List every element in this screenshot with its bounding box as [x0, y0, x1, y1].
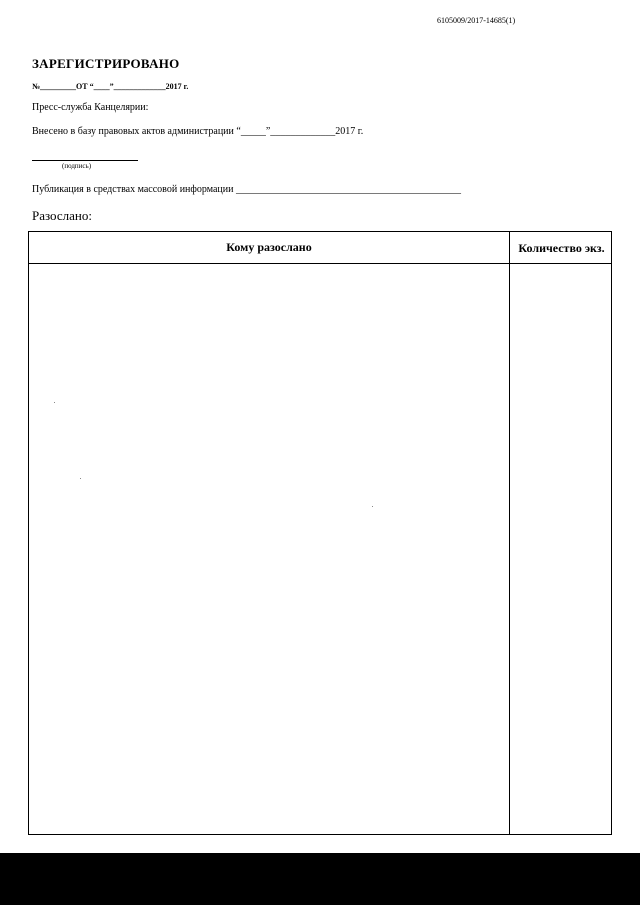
signature-line — [32, 160, 138, 161]
header-divider — [29, 263, 611, 264]
registration-number-line: №_________ОТ “____”_____________2017 г. — [32, 82, 189, 91]
press-service-label: Пресс-служба Канцелярии: — [32, 102, 149, 113]
publication-line: Публикация в средствах массовой информации _____________________________________________ — [32, 184, 461, 195]
distributed-label: Разослано: — [32, 208, 92, 223]
recipient-column-header: Кому разослано — [226, 240, 312, 254]
signature-caption: (подпись) — [62, 162, 92, 170]
registration-title: ЗАРЕГИСТРИРОВАНО — [32, 56, 180, 71]
column-divider — [509, 232, 510, 834]
document-id: 6105009/2017-14685(1) — [437, 16, 516, 25]
scan-bottom-border — [0, 853, 640, 905]
scan-speck — [54, 402, 55, 403]
entered-into-database-line: Внесено в базу правовых актов администрации “_____”_____________2017 г. — [32, 126, 364, 137]
scan-speck — [80, 478, 81, 479]
distribution-table — [28, 231, 612, 835]
quantity-column-header: Количество экз. — [518, 240, 605, 255]
scan-speck — [372, 506, 373, 507]
